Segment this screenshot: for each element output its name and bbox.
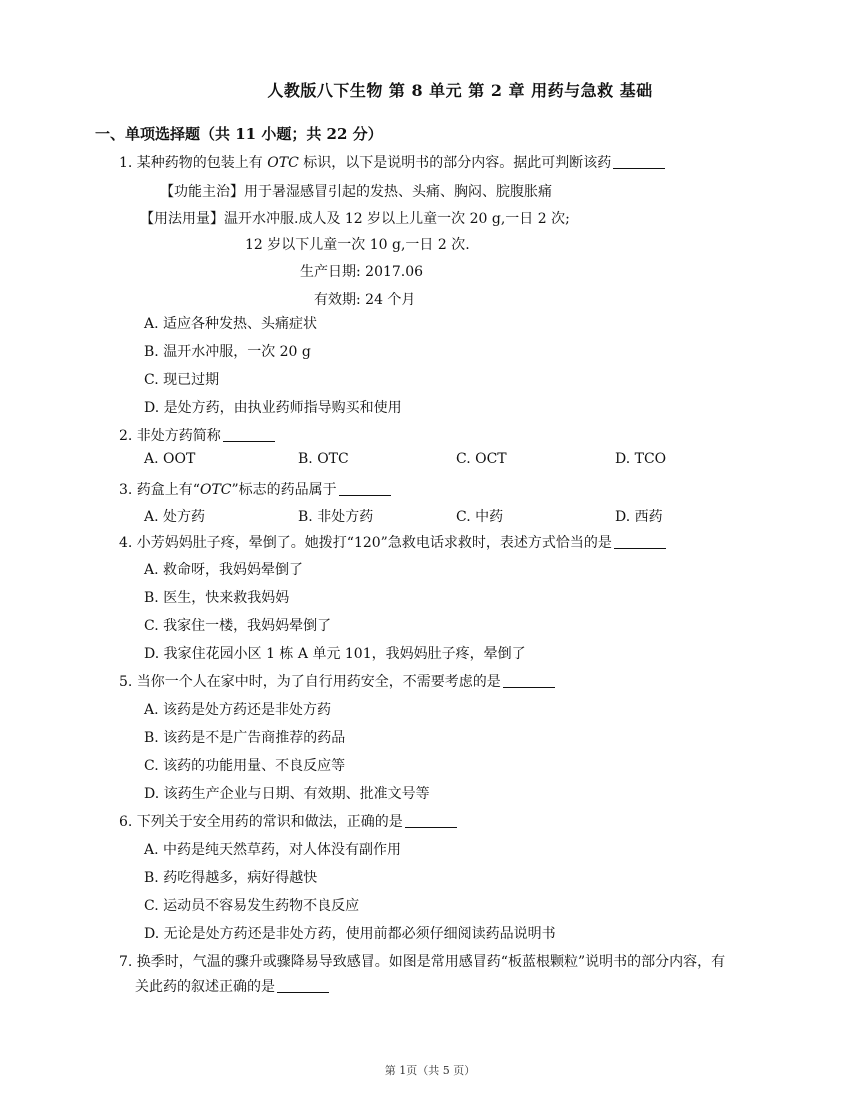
answer-blank[interactable] <box>339 494 391 496</box>
q4-option-c[interactable]: C. 我家住一楼，我妈妈晕倒了 <box>144 618 332 634</box>
q5-option-a[interactable]: A. 该药是处方药还是非处方药 <box>144 702 332 718</box>
q1-option-b[interactable]: B. 温开水冲服，一次 20 g <box>144 344 311 360</box>
answer-blank[interactable] <box>503 686 555 688</box>
page-footer: 第 1页（共 5 页） <box>384 1064 476 1077</box>
q5-option-d[interactable]: D. 该药生产企业与日期、有效期、批准文号等 <box>144 786 430 802</box>
question-5-stem <box>119 671 555 691</box>
answer-blank[interactable] <box>277 991 329 993</box>
q2-option-d[interactable]: D. TCO <box>615 451 667 467</box>
q2-option-a[interactable]: A. OOT <box>144 451 196 467</box>
answer-blank[interactable] <box>613 167 665 169</box>
page-title: 人教版八下生物 第 8 单元 第 2 章 用药与急救 基础 <box>267 81 653 100</box>
q4-option-b[interactable]: B. 医生，快来救我妈妈 <box>144 590 290 606</box>
question-1-stem <box>119 152 665 172</box>
q3-option-c[interactable]: C. 中药 <box>456 509 504 525</box>
otc-term: OTC <box>267 155 299 171</box>
q2-option-c[interactable]: C. OCT <box>456 451 507 467</box>
q6-option-c[interactable]: C. 运动员不容易发生药物不良反应 <box>144 898 360 914</box>
question-1-stem-text-a: 1. 某种药物的包装上有 <box>119 155 268 171</box>
q6-option-d[interactable]: D. 无论是处方药还是非处方药，使用前都必须仔细阅读药品说明书 <box>144 926 556 942</box>
question-1-stem-text-b: 标识，以下是说明书的部分内容。据此可判断该药 <box>298 155 612 171</box>
q6-option-b[interactable]: B. 药吃得越多，病好得越快 <box>144 870 318 886</box>
question-3-stem-text-a: 3. 药盒上有“ <box>119 482 200 498</box>
answer-blank[interactable] <box>405 826 457 828</box>
q1-label-function: 【功能主治】用于暑湿感冒引起的发热、头痛、胸闷、脘腹胀痛 <box>160 184 552 200</box>
q1-label-usage: 【用法用量】温开水冲服.成人及 12 岁以上儿童一次 20 g,一日 2 次; <box>140 211 570 227</box>
q3-option-d[interactable]: D. 西药 <box>615 509 663 525</box>
question-5-stem-text: 5. 当你一个人在家中时，为了自行用药安全，不需要考虑的是 <box>119 674 501 690</box>
q3-option-b[interactable]: B. 非处方药 <box>298 509 374 525</box>
q1-option-a[interactable]: A. 适应各种发热、头痛症状 <box>144 316 318 332</box>
q5-option-c[interactable]: C. 该药的功能用量、不良反应等 <box>144 758 346 774</box>
q4-option-a[interactable]: A. 救命呀，我妈妈晕倒了 <box>144 562 304 578</box>
question-4-stem-text: 4. 小芳妈妈肚子疼，晕倒了。她拨打“120”急救电话求救时，表述方式恰当的是 <box>119 535 612 551</box>
q6-option-a[interactable]: A. 中药是纯天然草药，对人体没有副作用 <box>144 842 402 858</box>
question-4-stem <box>119 532 666 552</box>
q5-option-b[interactable]: B. 该药是不是广告商推荐的药品 <box>144 730 346 746</box>
q4-option-d[interactable]: D. 我家住花园小区 1 栋 A 单元 101，我妈妈肚子疼，晕倒了 <box>144 646 526 662</box>
section-heading: 一、单项选择题（共 11 小题；共 22 分） <box>95 125 383 143</box>
otc-term: OTC <box>199 482 232 498</box>
question-6-stem-text: 6. 下列关于安全用药的常识和做法，正确的是 <box>119 814 403 830</box>
question-7-stem-text: 关此药的叙述正确的是 <box>135 979 275 995</box>
q1-label-usage-child: 12 岁以下儿童一次 10 g,一日 2 次. <box>245 237 470 253</box>
answer-blank[interactable] <box>223 440 275 442</box>
q1-label-production-date: 生产日期: 2017.06 <box>300 264 424 280</box>
question-3-stem-text-b: ”标志的药品属于 <box>231 482 337 498</box>
q2-option-b[interactable]: B. OTC <box>298 451 349 467</box>
question-6-stem <box>119 811 457 831</box>
q1-option-c[interactable]: C. 现已过期 <box>144 372 220 388</box>
answer-blank[interactable] <box>614 547 666 549</box>
q3-option-a[interactable]: A. 处方药 <box>144 509 206 525</box>
question-3-stem <box>119 479 391 499</box>
question-2-stem-text: 2. 非处方药简称 <box>119 428 221 444</box>
q1-option-d[interactable]: D. 是处方药，由执业药师指导购买和使用 <box>144 400 402 416</box>
question-7-stem-line-1: 7. 换季时，气温的骤升或骤降易导致感冒。如图是常用感冒药“板蓝根颗粒”说明书的部分内容，有 <box>119 954 726 970</box>
question-2-stem <box>119 425 275 445</box>
q1-label-expiry: 有效期: 24 个月 <box>314 292 416 308</box>
question-7-stem-line-2 <box>135 976 329 996</box>
